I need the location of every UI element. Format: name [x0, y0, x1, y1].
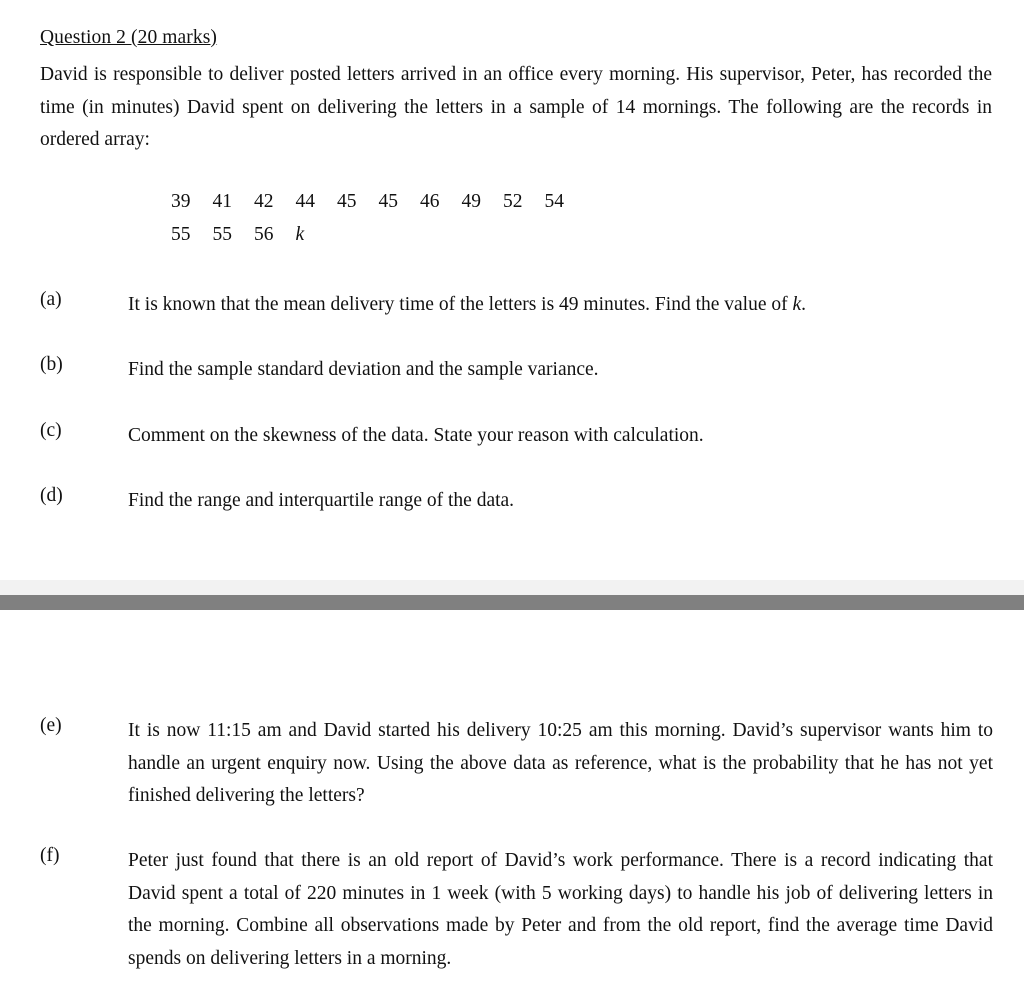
data-value: 42	[254, 191, 274, 212]
part-e-text: It is now 11:15 am and David started his delivery 10:25 am this morning. David’s supervisor wants him to handle an urgent enquiry now. Using the above data as reference, what is the probability that he has not yet finished delivering the letters?	[128, 720, 993, 806]
unknown-value-k: k	[295, 224, 305, 245]
data-value: 45	[378, 191, 398, 212]
part-c-text: Comment on the skewness of the data. State your reason with calculation.	[128, 425, 704, 446]
page-break	[0, 580, 1024, 610]
data-value: 55	[171, 224, 191, 245]
data-value: 55	[212, 224, 232, 245]
question-intro: David is responsible to deliver posted letters arrived in an office every morning. His supervisor, Peter, has recorded the time (in minutes) David spent on delivering the letters in a sample of 14 mornings. The following are the records in ordered array:	[40, 64, 992, 150]
data-value: 46	[420, 191, 440, 212]
data-value: 54	[544, 191, 564, 212]
part-d-label: (d)	[40, 485, 63, 506]
data-value: 44	[295, 191, 315, 212]
data-value: 52	[503, 191, 523, 212]
part-f-label: (f)	[40, 845, 60, 866]
data-value: 41	[212, 191, 232, 212]
data-row-2	[171, 224, 326, 246]
data-value: 39	[171, 191, 191, 212]
part-a-label: (a)	[40, 289, 62, 310]
part-b-text: Find the sample standard deviation and the sample variance.	[128, 359, 599, 380]
data-value: 49	[461, 191, 481, 212]
page-break-bar	[0, 595, 1024, 610]
data-value: 45	[337, 191, 357, 212]
part-d-text: Find the range and interquartile range of the data.	[128, 490, 515, 511]
question-title: Question 2 (20 marks)	[40, 27, 218, 48]
data-row-1	[171, 191, 586, 213]
part-b-label: (b)	[40, 354, 63, 375]
part-a-text: It is known that the mean delivery time of the letters is 49 minutes. Find the value of k.	[128, 294, 807, 315]
part-f-text: Peter just found that there is an old report of David’s work performance. There is a record indicating that David spent a total of 220 minutes in 1 week (with 5 working days) to handle his job of delivering letters in the morning. Combine all observations made by Peter and from the old report, find the average time David spends on delivering letters in a morning.	[128, 850, 993, 969]
document-page-2	[0, 610, 1024, 990]
part-c-label: (c)	[40, 420, 62, 441]
part-e-label: (e)	[40, 715, 62, 736]
data-value: 56	[254, 224, 274, 245]
